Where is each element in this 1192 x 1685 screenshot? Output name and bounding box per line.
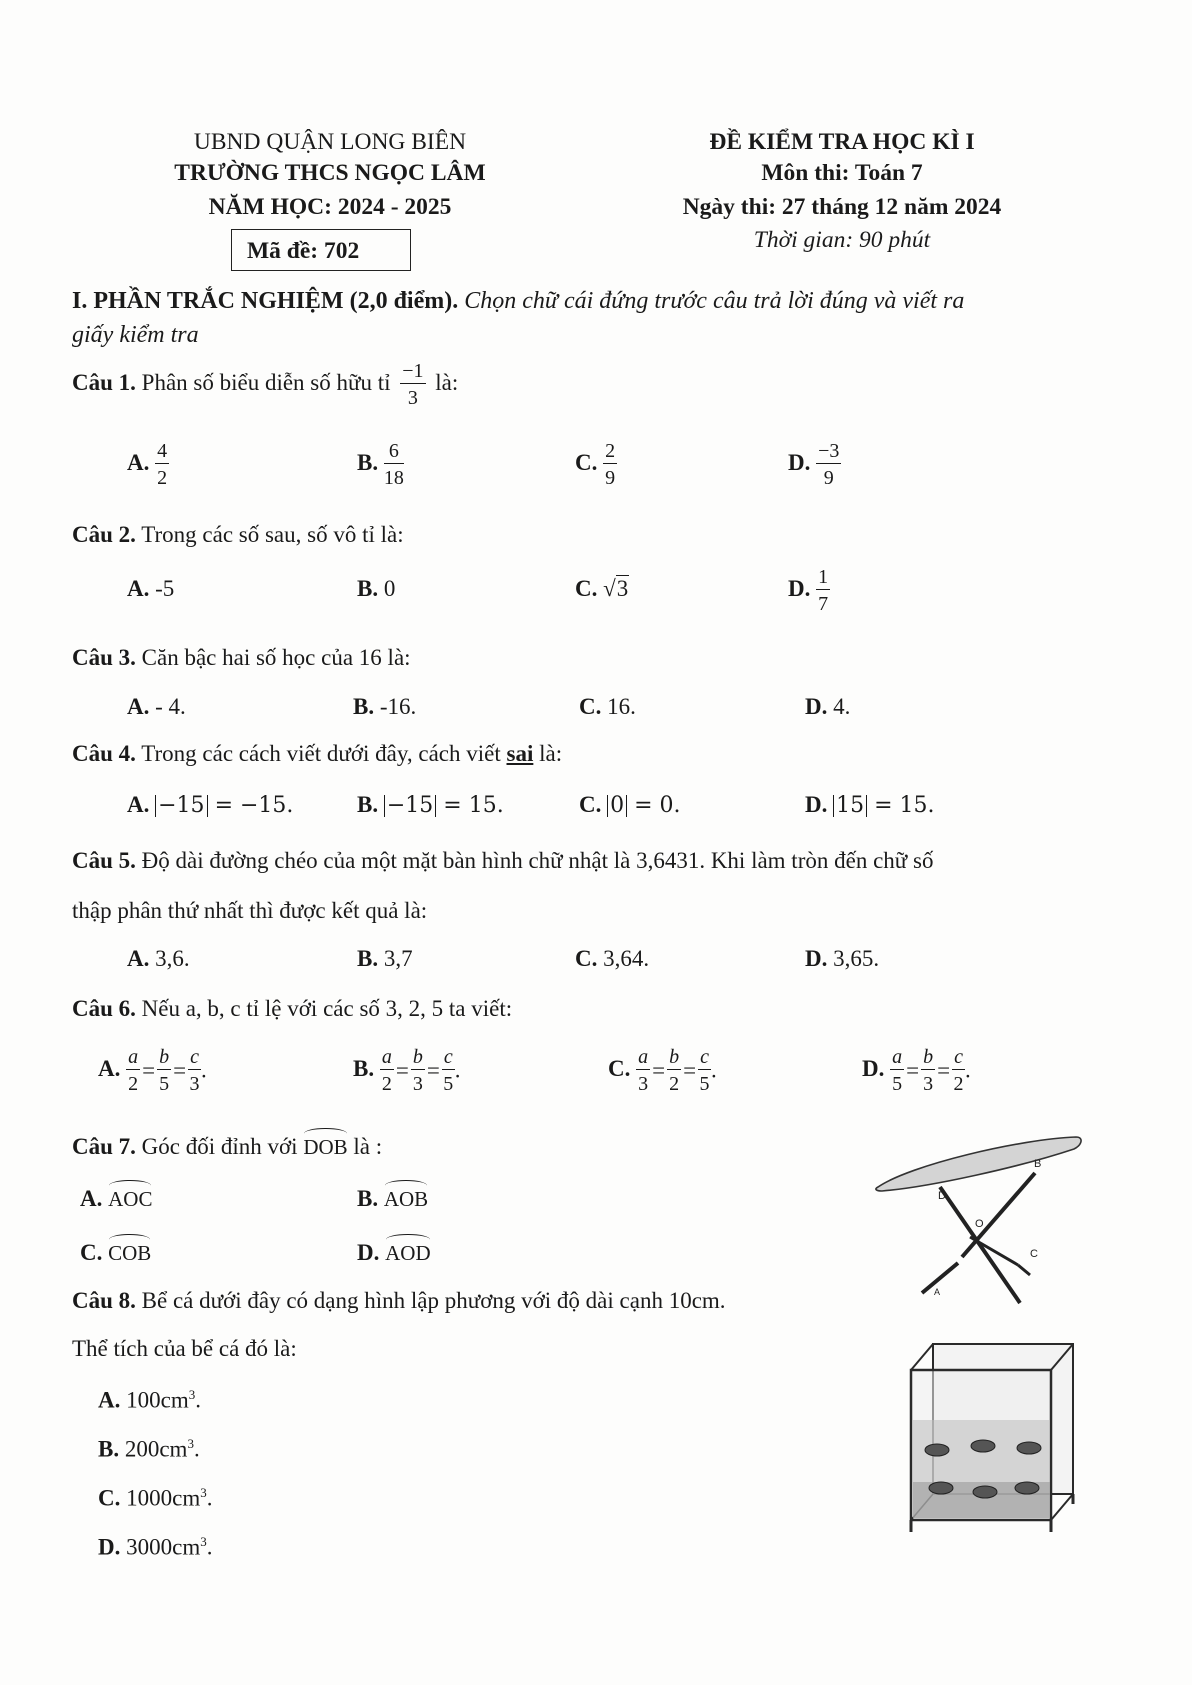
q1-tail: là:	[435, 369, 459, 395]
exam-code: Mã đề: 702	[247, 238, 360, 264]
section-title: I. PHẦN TRẮC NGHIỆM (2,0 điểm).	[72, 288, 459, 314]
q7-tail: là :	[353, 1134, 383, 1159]
exam-date: Ngày thi: 27 tháng 12 năm 2024	[682, 194, 1002, 220]
label-c: C	[1030, 1248, 1038, 1260]
q8-option-d[interactable]: D. $3000cm^3$.	[98, 1534, 213, 1560]
question-6	[72, 996, 512, 1022]
q8-option-c[interactable]: C. $1000cm^3$.	[98, 1485, 213, 1511]
section-heading	[72, 288, 964, 315]
q1-label: Câu 1.	[72, 369, 136, 395]
ironing-board-figure	[870, 1125, 1090, 1310]
q6-fraction: $\frac{a}{3}$	[638, 1046, 649, 1095]
q2-option-c[interactable]: C. √3	[575, 576, 629, 601]
label-a: A	[934, 1287, 941, 1297]
q6-option-a[interactable]: A. $\frac{a}{2}$ = $\frac{b}{5}$ = $\frac{c}{3}$ .	[98, 1046, 207, 1095]
q3-option-d[interactable]: D. 4.	[805, 694, 851, 719]
q6-option-b[interactable]: B. $\frac{a}{2}$ = $\frac{b}{3}$ = $\frac{c}{5}$ .	[353, 1046, 461, 1095]
q5-option-b[interactable]: B. 3,7	[357, 946, 413, 971]
question-1	[72, 360, 458, 409]
q5-option-a[interactable]: A. 3,6.	[127, 946, 190, 971]
leg-o-c	[970, 1237, 1018, 1265]
q2-option-a[interactable]: A. -5	[127, 576, 175, 601]
q6-fraction: $\frac{c}{5}$	[699, 1046, 710, 1095]
question-7	[72, 1134, 382, 1160]
label-o: O	[975, 1218, 984, 1230]
section-instruction-cont: giấy kiểm tra	[72, 322, 199, 348]
q2-text: Trong các số sau, số vô tỉ là:	[141, 522, 404, 547]
q6-fraction: $\frac{a}{2}$	[381, 1046, 392, 1095]
q1-option-b[interactable]: B. $\frac{6}{18}$	[357, 440, 404, 489]
q5-text-cont: thập phân thứ nhất thì được kết quả là:	[72, 898, 428, 923]
q4-option-a[interactable]: A. −15 = −15.	[127, 792, 294, 818]
q4-emphasis: sai	[506, 741, 534, 766]
q6-label: Câu 6.	[72, 996, 136, 1021]
question-8	[72, 1288, 726, 1314]
q7-option-b[interactable]: B. AOB	[357, 1186, 429, 1211]
exam-title: ĐỀ KIỂM TRA HỌC KÌ I	[709, 129, 975, 155]
question-4	[72, 741, 562, 767]
question-2	[72, 522, 404, 548]
q6-fraction: $\frac{b}{5}$	[159, 1046, 170, 1095]
question-3	[72, 645, 411, 671]
q4-option-b[interactable]: B. −15 = 15.	[357, 792, 504, 818]
q7-option-a[interactable]: A. AOC	[80, 1186, 153, 1211]
q1-option-a[interactable]: A. $\frac{4}{2}$	[127, 440, 168, 489]
leg-o-b	[962, 1173, 1035, 1257]
q4-tail: là:	[539, 741, 563, 766]
q6-fraction: $\frac{c}{3}$	[189, 1046, 200, 1095]
q8-label: Câu 8.	[72, 1288, 136, 1313]
q3-option-a[interactable]: A. - 4.	[127, 694, 186, 719]
q7-label: Câu 7.	[72, 1134, 136, 1159]
q5-option-d[interactable]: D. 3,65.	[805, 946, 880, 971]
sqrt-symbol: √3	[603, 576, 629, 601]
q5-text: Độ dài đường chéo của một mặt bàn hình chữ nhật là 3,6431. Khi làm tròn đến chữ số	[141, 848, 934, 873]
foot-c	[1018, 1265, 1030, 1275]
q6-fraction: $\frac{c}{2}$	[953, 1046, 964, 1095]
q8-text-cont: Thể tích của bể cá đó là:	[72, 1336, 297, 1361]
q3-option-b[interactable]: B. -16.	[353, 694, 417, 719]
q8-text: Bể cá dưới đây có dạng hình lập phương với độ dài cạnh 10cm.	[141, 1288, 726, 1313]
q6-option-c[interactable]: C. $\frac{a}{3}$ = $\frac{b}{2}$ = $\frac{c}{5}$ .	[608, 1046, 717, 1095]
district-name: UBND QUẬN LONG BIÊN	[193, 129, 467, 155]
q2-option-b[interactable]: B. 0	[357, 576, 396, 601]
exam-duration: Thời gian: 90 phút	[753, 227, 931, 253]
q3-label: Câu 3.	[72, 645, 136, 670]
q6-option-d[interactable]: D. $\frac{a}{5}$ = $\frac{b}{3}$ = $\frac{c}{2}$ .	[862, 1046, 971, 1095]
q7-text: Góc đối đỉnh với	[141, 1134, 298, 1159]
q4-option-d[interactable]: D. 15 = 15.	[805, 792, 935, 818]
label-b: B	[1034, 1158, 1042, 1170]
q6-fraction: $\frac{c}{5}$	[443, 1046, 454, 1095]
q7-angle: DOB	[303, 1135, 348, 1159]
q5-label: Câu 5.	[72, 848, 136, 873]
q6-fraction: $\frac{b}{3}$	[923, 1046, 934, 1095]
board-surface	[876, 1137, 1081, 1191]
q8-option-a[interactable]: A. $100cm^3$.	[98, 1387, 201, 1413]
q7-option-d[interactable]: D. AOD	[357, 1240, 431, 1265]
q4-label: Câu 4.	[72, 741, 136, 766]
q4-option-c[interactable]: C. 0 = 0.	[579, 792, 681, 818]
q4-text: Trong các cách viết dưới đây, cách viết	[141, 741, 501, 766]
q8-option-b[interactable]: B. $200cm^3$.	[98, 1436, 200, 1462]
q6-fraction: $\frac{a}{2}$	[128, 1046, 139, 1095]
exam-subject: Môn thi: Toán 7	[761, 160, 923, 186]
q3-option-c[interactable]: C. 16.	[579, 694, 636, 719]
q6-fraction: $\frac{b}{2}$	[669, 1046, 680, 1095]
school-name: TRƯỜNG THCS NGỌC LÂM	[174, 160, 486, 186]
q7-option-c[interactable]: C. COB	[80, 1240, 152, 1265]
section-instruction: Chọn chữ cái đứng trước câu trả lời đúng và viết ra	[464, 288, 965, 314]
question-5	[72, 848, 933, 874]
q1-fraction: $\frac{-1}{3}$	[402, 360, 424, 409]
q2-option-d[interactable]: D. $\frac{1}{7}$	[788, 566, 829, 615]
label-d: D	[938, 1190, 946, 1202]
q6-text: Nếu a, b, c tỉ lệ với các số 3, 2, 5 ta viết:	[141, 996, 513, 1021]
school-year: NĂM HỌC: 2024 - 2025	[208, 194, 452, 220]
q6-fraction: $\frac{a}{5}$	[892, 1046, 903, 1095]
q1-text: Phân số biểu diễn số hữu tỉ	[141, 369, 391, 395]
q1-option-d[interactable]: D. $\frac{-3}{9}$	[788, 440, 840, 489]
q3-text: Căn bậc hai số học của 16 là:	[141, 645, 411, 670]
q2-label: Câu 2.	[72, 522, 136, 547]
q1-option-c[interactable]: C. $\frac{2}{9}$	[575, 440, 616, 489]
q6-fraction: $\frac{b}{3}$	[412, 1046, 423, 1095]
q5-option-c[interactable]: C. 3,64.	[575, 946, 650, 971]
fish-tank-figure	[905, 1340, 1085, 1540]
